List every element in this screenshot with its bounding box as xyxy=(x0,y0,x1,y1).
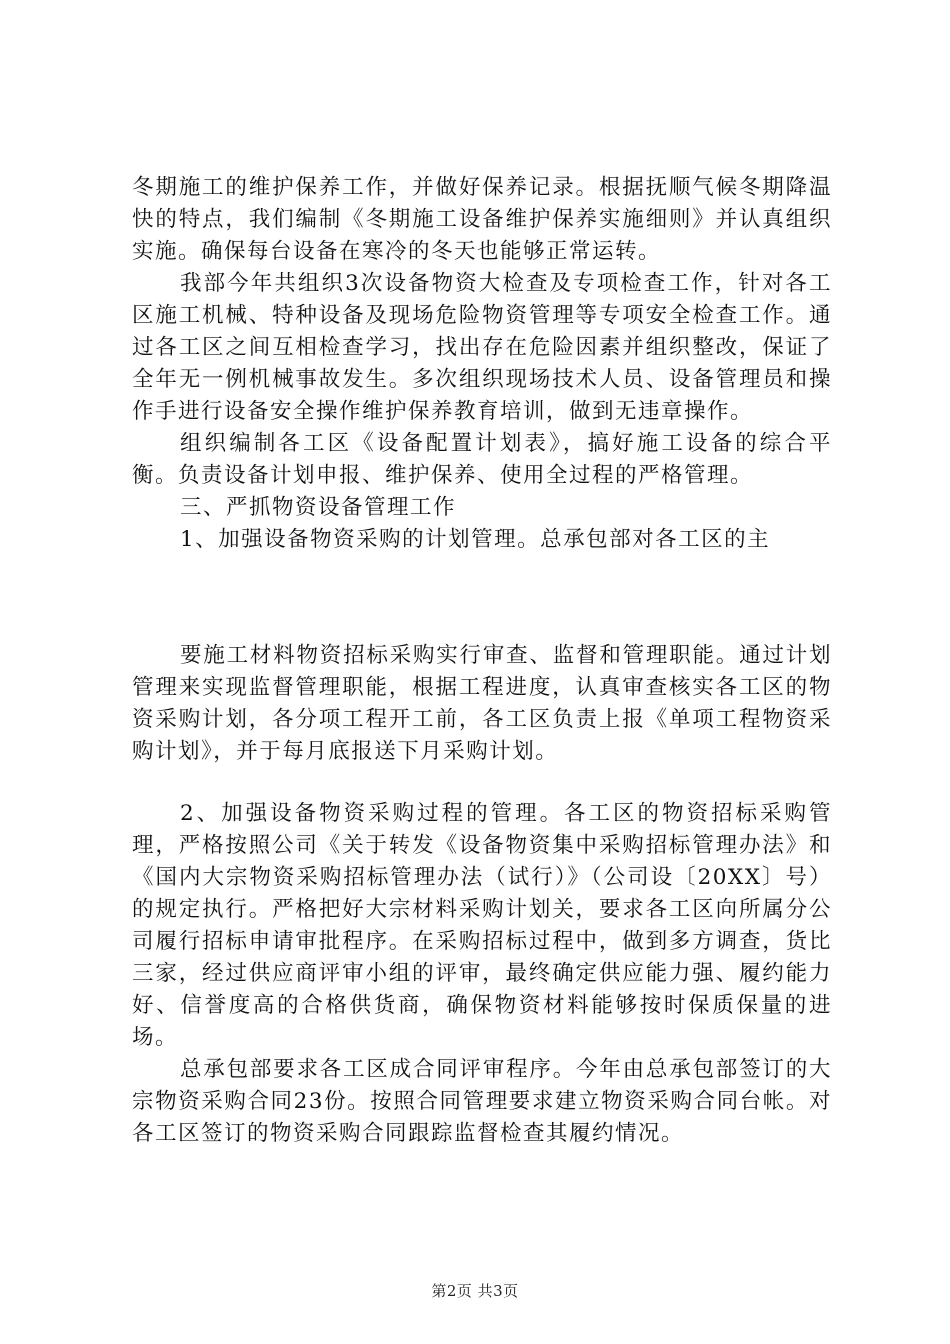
paragraph-inspection: 我部今年共组织3次设备物资大检查及专项检查工作，针对各工区施工机械、特种设备及现场危险物资管理等专项安全检查工作。通过各工区之间互相检查学习，找出存在危险因素并组织整改，保证了全年无一例机械事故发生。多次组织现场技术人员、设备管理员和操作手进行设备安全操作维护保养教育培训，做到无违章操作。 xyxy=(132,271,832,424)
text-block-bottom xyxy=(132,798,832,1150)
page-number-footer: 第2页 共3页 xyxy=(431,1282,519,1300)
text-block-middle xyxy=(132,640,832,768)
text-block-top xyxy=(132,172,832,556)
paragraph-contracts: 总承包部要求各工区成合同评审程序。今年由总承包部签订的大宗物资采购合同23份。按照合同管理要求建立物资采购合同台帐。对各工区签订的物资采购合同跟踪监督检查其履约情况。 xyxy=(132,1057,832,1146)
paragraph-equipment-plan: 组织编制各工区《设备配置计划表》，搞好施工设备的综合平衡。负责设备计划申报、维护保养、使用全过程的严格管理。 xyxy=(132,431,832,488)
paragraph-item-1-continued: 要施工材料物资招标采购实行审查、监督和管理职能。通过计划管理来实现监督管理职能，根据工程进度，认真审查核实各工区的物资采购计划，各分项工程开工前，各工区负责上报《单项工程物资采购计划》，并于每月底报送下月采购计划。 xyxy=(132,643,832,764)
section-heading-materials: 三、严抓物资设备管理工作 xyxy=(180,495,457,520)
paragraph-winter-maintenance: 冬期施工的维护保养工作，并做好保养记录。根据抚顺气候冬期降温快的特点，我们编制《冬期施工设备维护保养实施细则》并认真组织实施。确保每台设备在寒冷的冬天也能够正常运转。 xyxy=(132,175,832,264)
paragraph-item-2: 2、加强设备物资采购过程的管理。各工区的物资招标采购管理，严格按照公司《关于转发《设备物资集中采购招标管理办法》和《国内大宗物资采购招标管理办法（试行）》（公司设〔20XX〕号）的规定执行。严格把好大宗材料采购计划关，要求各工区向所属分公司履行招标申请审批程序。在采购招标过程中，做到多方调查，货比三家，经过供应商评审小组的评审，最终确定供应能力强、履约能力好、信誉度高的合格供货商，确保物资材料能够按时保质保量的进场。 xyxy=(132,801,832,1050)
paragraph-item-1-start: 1、加强设备物资采购的计划管理。总承包部对各工区的主 xyxy=(180,527,771,552)
